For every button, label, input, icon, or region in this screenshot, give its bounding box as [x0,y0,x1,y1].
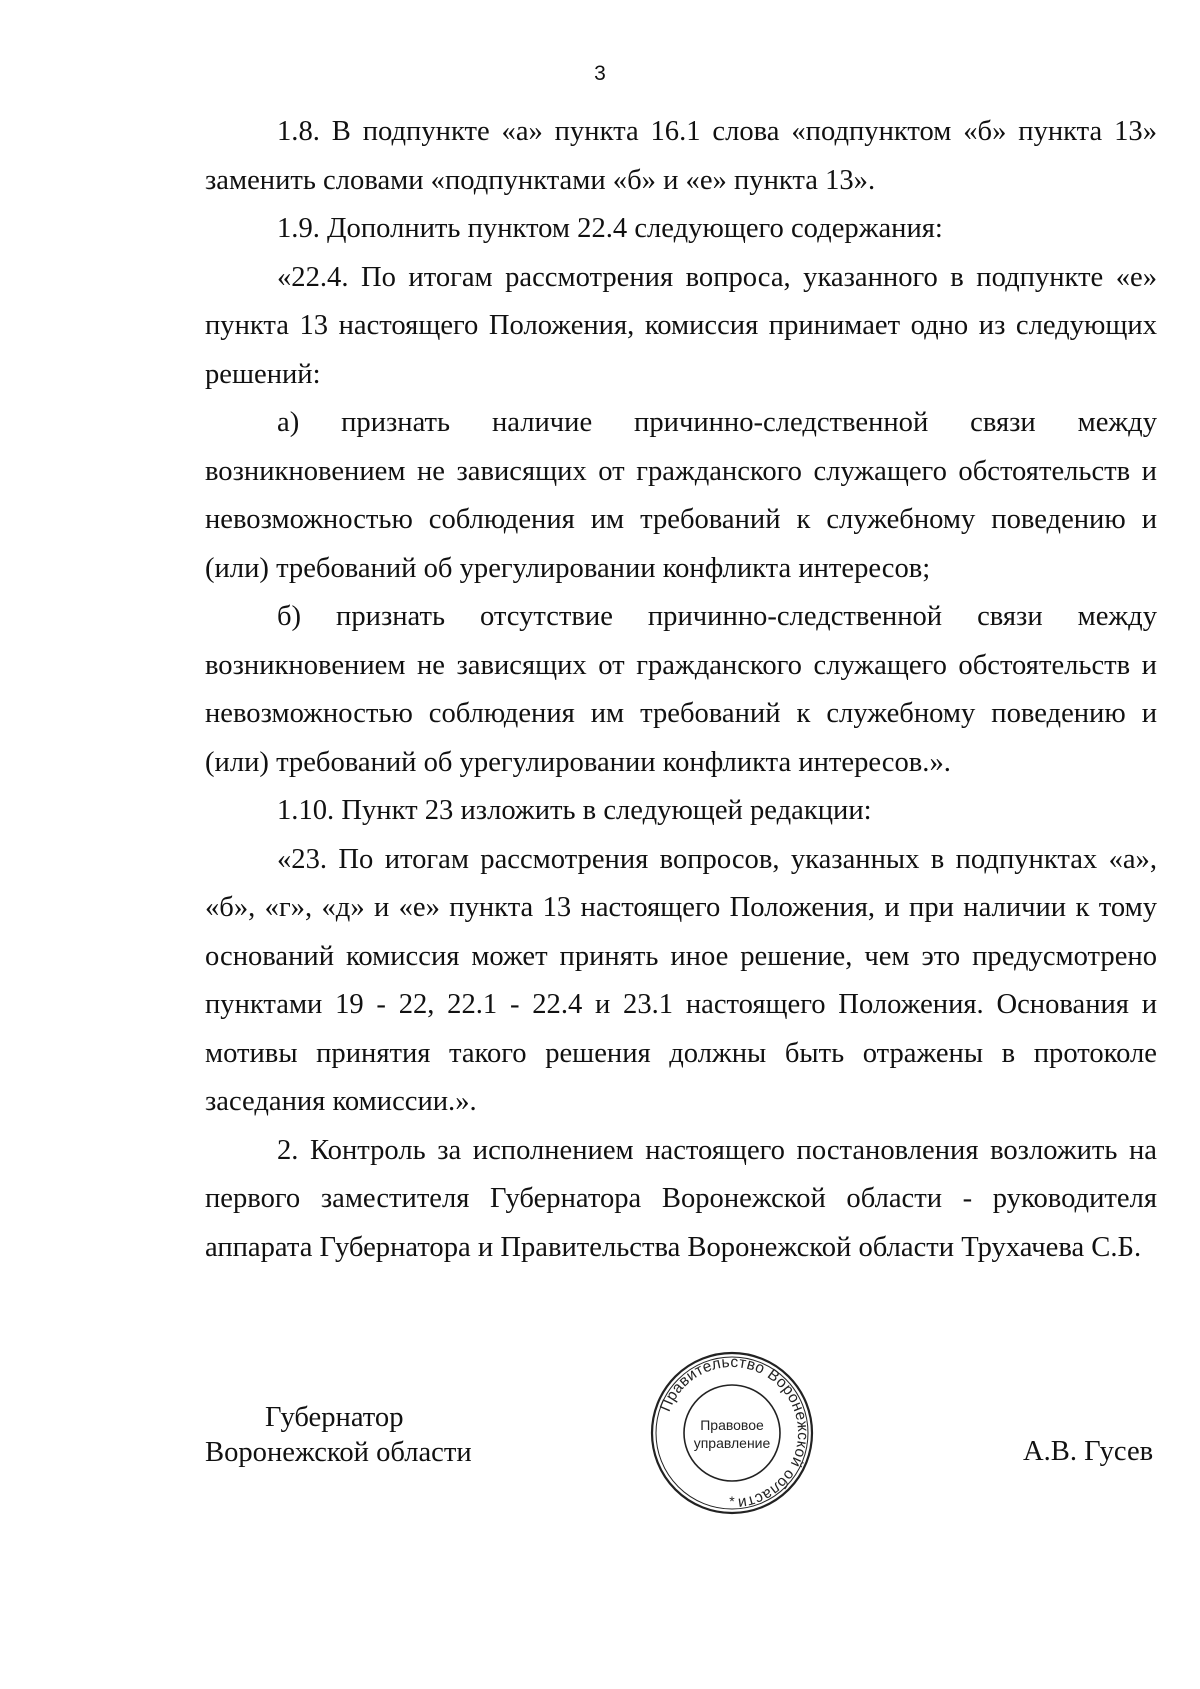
paragraph-subitem-a: а) признать наличие причинно-следственной связи между возникновением не зависящих от гражданского служащего обстоятельств и невозможностью соблюдения им требований к служебному поведению и (или) требований об урегулировании конфликта интересов; [205,407,1157,584]
signature-block [0,1353,1200,1600]
signatory-position-region: Воронежской области [205,1437,472,1468]
official-stamp [647,1348,817,1518]
svg-text:Правительство Воронежской обла: Правительство Воронежской области [657,1353,812,1512]
svg-text:управление: управление [693,1435,771,1451]
paragraph-23: «23. По итогам рассмотрения вопросов, указанных в подпунктах «а», «б», «г», «д» и «е» пункта 13 настоящего Положения, и при наличии к тому оснований комиссия может принять иное решение, чем это предусмотрено пунктами 19 - 22, 22.1 - 22.4 и 23.1 настоящего Положения. Основания и мотивы принятия такого решения должны быть отражены в протоколе заседания комиссии.». [205,843,1157,1117]
paragraph-1-10: 1.10. Пункт 23 изложить в следующей редакции: [277,795,872,826]
signatory-name: А.В. Гусев [1023,1436,1154,1467]
paragraph-subitem-b: б) признать отсутствие причинно-следственной связи между возникновением не зависящих от гражданского служащего обстоятельств и невозможностью соблюдения им требований к служебному поведению и (или) требований об урегулировании конфликта интересов.». [205,601,1157,778]
paragraph-1-9: 1.9. Дополнить пунктом 22.4 следующего содержания: [277,213,943,244]
paragraph-22-4: «22.4. По итогам рассмотрения вопроса, указанного в подпункте «е» пункта 13 настоящего Положения, комиссия принимает одно из следующих решений: [205,261,1157,390]
paragraph-1-8: 1.8. В подпункте «а» пункта 16.1 слова «подпунктом «б» пункта 13» заменить словами «подпунктами «б» и «е» пункта 13». [205,116,1157,196]
svg-text:Правовое: Правовое [700,1417,764,1433]
page-number: 3 [594,62,606,85]
paragraph-2-control: 2. Контроль за исполнением настоящего постановления возложить на первого заместителя Губернатора Воронежской области - руководителя аппарата Губернатора и Правительства Воронежской области Трухачева С.Б. [205,1134,1157,1263]
svg-text:*: * [729,1493,735,1509]
signatory-position-title: Губернатор [265,1402,404,1433]
signatory-position [205,1400,472,1470]
document-body [205,108,1157,1272]
